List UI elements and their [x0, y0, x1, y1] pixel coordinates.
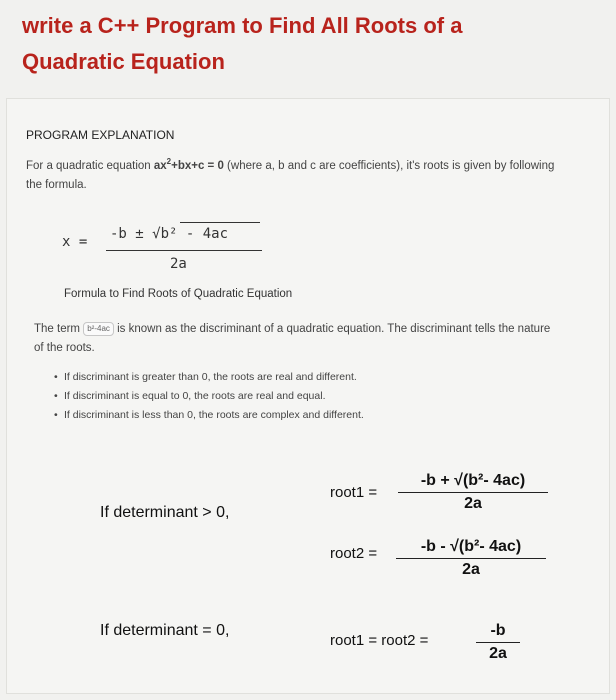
- root1-denominator: 2a: [464, 495, 482, 512]
- root2-numerator: -b - √(b²- 4ac): [420, 538, 522, 555]
- intro-eq-sup: 2: [166, 157, 172, 166]
- intro-paragraph: [26, 152, 566, 195]
- intro-eq-b: +bx+c = 0: [171, 159, 224, 172]
- root1-label: root1 =: [330, 484, 378, 501]
- root2-fraction-bar: [396, 558, 546, 559]
- equal-roots-denominator: 2a: [489, 645, 507, 662]
- formula-numerator: -b ± √b² - 4ac: [110, 226, 229, 242]
- case2-condition: If determinant = 0,: [100, 622, 230, 639]
- intro-suffix: (where a, b and c are coefficients), it's roots is given by following the formula.: [26, 159, 555, 191]
- quadratic-formula: [62, 212, 282, 282]
- root2-label: root2 =: [330, 545, 378, 562]
- disc-suffix: is known as the discriminant of a quadratic equation. The discriminant tells the nature of the roots.: [34, 323, 551, 354]
- intro-equation: [153, 157, 224, 172]
- list-item: • If discriminant is equal to 0, the roots are real and equal.: [54, 387, 534, 406]
- list-item: • If discriminant is greater than 0, the roots are real and different.: [54, 368, 534, 387]
- discriminant-chip: b²-4ac: [83, 322, 114, 336]
- disc-prefix: The term: [34, 323, 84, 335]
- fraction-bar: [106, 250, 262, 251]
- equal-roots-fraction: [476, 622, 520, 663]
- root1-fraction: [398, 472, 548, 513]
- root1-numerator: -b + √(b²- 4ac): [420, 472, 526, 489]
- section-heading: PROGRAM EXPLANATION: [26, 128, 175, 142]
- title-line-2: Quadratic Equation: [22, 49, 225, 74]
- root2-fraction: [396, 538, 546, 579]
- sqrt-bar: [180, 222, 260, 223]
- list-item: • If discriminant is less than 0, the roots are complex and different.: [54, 406, 534, 425]
- discriminant-bullets: [54, 368, 534, 425]
- formula-lhs: x =: [62, 234, 88, 250]
- equal-roots-numerator: -b: [490, 622, 506, 639]
- intro-prefix: For a quadratic equation: [26, 159, 154, 172]
- intro-eq-a: ax: [153, 159, 167, 172]
- equal-roots-fraction-bar: [476, 642, 520, 643]
- case1-condition: If determinant > 0,: [100, 504, 230, 521]
- discriminant-paragraph: [34, 320, 554, 358]
- formula-caption: Formula to Find Roots of Quadratic Equation: [64, 288, 293, 300]
- page-title: [22, 8, 582, 80]
- title-line-1: write a C++ Program to Find All Roots of a: [22, 13, 463, 38]
- equal-roots-label: root1 = root2 =: [330, 632, 429, 649]
- root1-fraction-bar: [398, 492, 548, 493]
- formula-denominator: 2a: [170, 256, 187, 272]
- root2-denominator: 2a: [462, 561, 480, 578]
